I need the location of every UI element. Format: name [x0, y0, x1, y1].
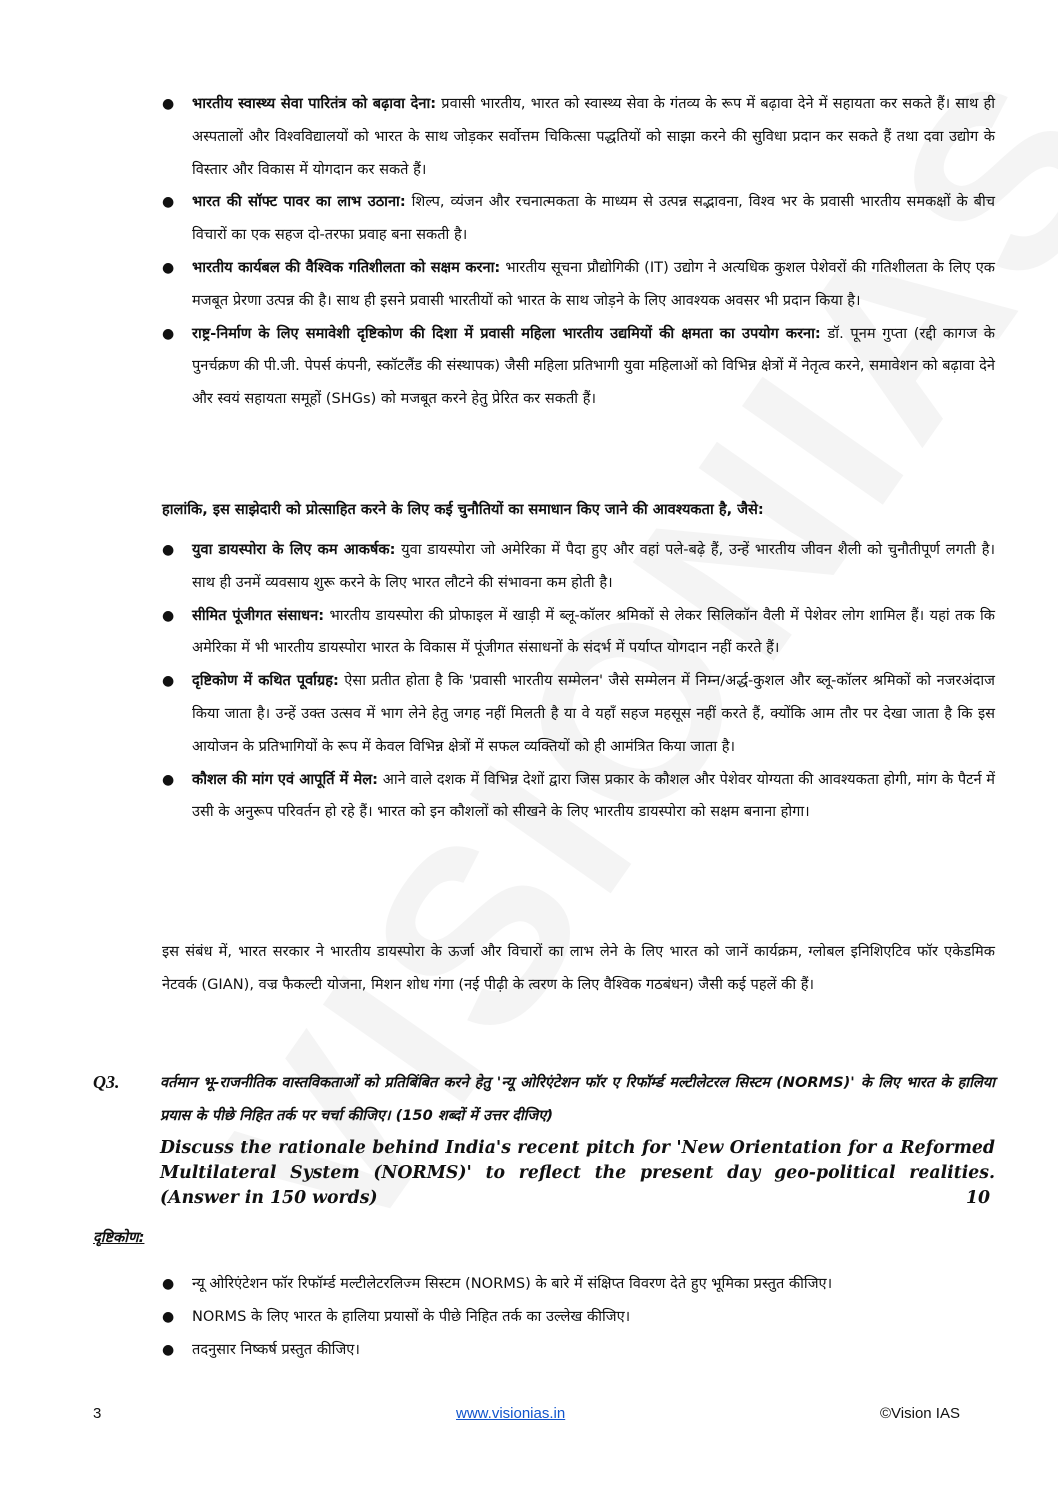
challenges-list — [162, 534, 995, 829]
footer-website-link[interactable]: www.visionias.in — [456, 1405, 566, 1422]
list-item — [162, 764, 995, 830]
item-lead: भारत की सॉफ्ट पावर का लाभ उठाना: — [192, 193, 406, 211]
item-text: न्यू ओरिएंटेशन फॉर रिफॉर्म्ड मल्टीलेटरलिज्म सिस्टम (NORMS) के बारे में संक्षिप्त विवरण देते हुए भूमिका प्रस्तुत कीजिए। — [192, 1275, 833, 1292]
bullet-icon: ● — [162, 1341, 175, 1358]
item-lead: दृष्टिकोण में कथित पूर्वाग्रह: — [192, 672, 339, 690]
bullet-icon: ● — [162, 194, 175, 211]
benefits-list — [162, 88, 995, 416]
item-text: भारतीय सूचना प्रौद्योगिकी (IT) उद्योग ने अत्यधिक कुशल पेशेवरों की गतिशीलता के लिए एक मजबूत प्रेरणा उत्पन्न की है। साथ ही इसने प्रवासी भारतीयों को भारत के साथ जोड़ने के लिए आवश्यक अवसर भी प्रदान किया है। — [192, 258, 995, 309]
bullet-icon: ● — [162, 325, 175, 342]
question-english: Discuss the rationale behind India's recent pitch for 'New Orientation for a Reformed Multilateral System (NORMS)' to reflect the present day geo-political realities. (Answer in 150 words) — [160, 1138, 995, 1208]
list-item — [162, 252, 995, 318]
item-lead: युवा डायस्पोरा के लिए कम आकर्षक: — [192, 541, 396, 558]
challenges-intro: हालांकि, इस साझेदारी को प्रोत्साहित करने के लिए कई चुनौतियों का समाधान किए जाने की आवश्यकता है, जैसे: — [162, 501, 764, 518]
bullet-icon: ● — [162, 771, 175, 788]
footer-page-number: 3 — [93, 1405, 102, 1422]
item-text: शिल्प, व्यंजन और रचनात्मकता के माध्यम से उत्पन्न सद्भावना, विश्व भर के प्रवासी भारतीय समकक्षों के बीच विचारों का एक सहज दो-तरफा प्रवाह बना सकती है। — [192, 193, 996, 244]
item-text: प्रवासी भारतीय, भारत को स्वास्थ्य सेवा के गंतव्य के रूप में बढ़ावा देने में सहायता कर सकते हैं। साथ ही अस्पतालों और विश्वविद्यालयों को भारत के साथ जोड़कर सर्वोत्तम चिकित्सा पद्धतियों को साझा करने की सुविधा प्रदान कर सकते हैं तथा दवा उद्योग के विस्तार और विकास में योगदान कर सकते हैं। — [192, 95, 995, 178]
item-text: भारतीय डायस्पोरा की प्रोफाइल में खाड़ी में ब्लू-कॉलर श्रमिकों से लेकर सिलिकॉन वैली में पेशेवर लोग शामिल हैं। यहां तक कि अमेरिका में भी भारतीय डायस्पोरा भारत के विकास में पूंजीगत संसाधनों के संदर्भ में पर्याप्त योगदान नहीं करते हैं। — [192, 606, 995, 657]
item-text: आने वाले दशक में विभिन्न देशों द्वारा जिस प्रकार के कौशल और पेशेवर योग्यता की आवश्यकता होगी, मांग के पैटर्न में उसी के अनुरूप परिवर्तन हो रहे हैं। भारत को इन कौशलों को सीखने के लिए भारतीय डायस्पोरा को सक्षम बनाना होगा। — [192, 770, 995, 821]
item-lead: कौशल की मांग एवं आपूर्ति में मेल: — [192, 770, 378, 788]
approach-list — [162, 1268, 995, 1366]
question-number: Q3. — [93, 1072, 120, 1092]
item-lead: भारतीय कार्यबल की वैश्विक गतिशीलता को सक्षम करना: — [192, 258, 501, 276]
list-item — [162, 600, 995, 666]
list-item — [162, 88, 995, 186]
list-item — [162, 1268, 995, 1301]
list-item — [162, 665, 995, 763]
government-initiatives-paragraph: इस संबंध में, भारत सरकार ने भारतीय डायस्पोरा के ऊर्जा और विचारों का लाभ लेने के लिए भारत को जानें कार्यक्रम, ग्लोबल इनिशिएटिव फॉर एकेडमिक नेटवर्क (GIAN), वज्र फैकल्टी योजना, मिशन शोध गंगा (नई पीढ़ी के त्वरण के लिए वैश्विक गठबंधन) जैसी कई पहलें की हैं। — [162, 943, 995, 993]
bullet-icon: ● — [162, 542, 175, 558]
item-text: डॉ. पूनम गुप्ता (रद्दी कागज के पुनर्चक्रण की पी.जी. पेपर्स कंपनी, स्कॉटलैंड की संस्थापक) जैसी महिला प्रतिभागी युवा महिलाओं को विभिन्न क्षेत्रों में नेतृत्व करने, समावेशन को बढ़ावा देने और स्वयं सहायता समूहों (SHGs) को मजबूत करने हेतु प्रेरित कर सकती हैं। — [192, 324, 995, 408]
item-lead: भारतीय स्वास्थ्य सेवा पारितंत्र को बढ़ावा देना: — [192, 95, 437, 112]
list-item — [162, 318, 995, 416]
item-text: युवा डायस्पोरा जो अमेरिका में पैदा हुए और वहां पले-बढ़े हैं, उन्हें भारतीय जीवन शैली को चुनौतीपूर्ण लगती है। साथ ही उनमें व्यवसाय शुरू करने के लिए भारत लौटने की संभावना कम होती है। — [192, 541, 995, 591]
approach-heading: दृष्टिकोण: — [93, 1229, 145, 1246]
bullet-icon: ● — [162, 607, 175, 624]
list-item — [162, 1301, 995, 1334]
bullet-icon: ● — [162, 1276, 175, 1292]
list-item — [162, 186, 995, 252]
item-text: NORMS के लिए भारत के हालिया प्रयासों के पीछे निहित तर्क का उल्लेख कीजिए। — [192, 1307, 631, 1325]
item-text: तदनुसार निष्कर्ष प्रस्तुत कीजिए। — [192, 1340, 360, 1358]
list-item — [162, 534, 995, 600]
item-lead: सीमित पूंजीगत संसाधन: — [192, 606, 325, 624]
item-text: ऐसा प्रतीत होता है कि 'प्रवासी भारतीय सम्मेलन' जैसे सम्मेलन में निम्न/अर्द्ध-कुशल और ब्लू-कॉलर श्रमिकों को नजरअंदाज किया जाता है। उन्हें उक्त उत्सव में भाग लेने हेतु जगह नहीं मिलती है या वे यहाँ सहज महसूस नहीं करते हैं, क्योंकि आम तौर पर देखा जाता है कि इस आयोजन के प्रतिभागियों के रूप में केवल विभिन्न क्षेत्रों में सफल व्यक्तियों को ही आमंत्रित किया जाता है। — [192, 672, 995, 755]
question-marks: 10 — [965, 1188, 990, 1208]
bullet-icon: ● — [162, 673, 175, 690]
footer-brand: ©Vision IAS — [880, 1405, 960, 1422]
item-lead: राष्ट्र-निर्माण के लिए समावेशी दृष्टिकोण की दिशा में प्रवासी महिला भारतीय उद्यमियों की क्षमता का उपयोग करना: — [192, 324, 821, 342]
bullet-icon: ● — [162, 96, 175, 112]
bullet-icon: ● — [162, 1308, 175, 1325]
bullet-icon: ● — [162, 259, 175, 276]
list-item — [162, 1334, 995, 1367]
question-hindi: वर्तमान भू-राजनीतिक वास्तविकताओं को प्रतिबिंबित करने हेतु 'न्यू ओरिएंटेशन फॉर ए रिफॉर्म्ड मल्टीलेटरल सिस्टम (NORMS)' के लिए भारत के हालिया प्रयास के पीछे निहित तर्क पर चर्चा कीजिए। (150 शब्दों में उत्तर दीजिए) — [160, 1074, 995, 1124]
